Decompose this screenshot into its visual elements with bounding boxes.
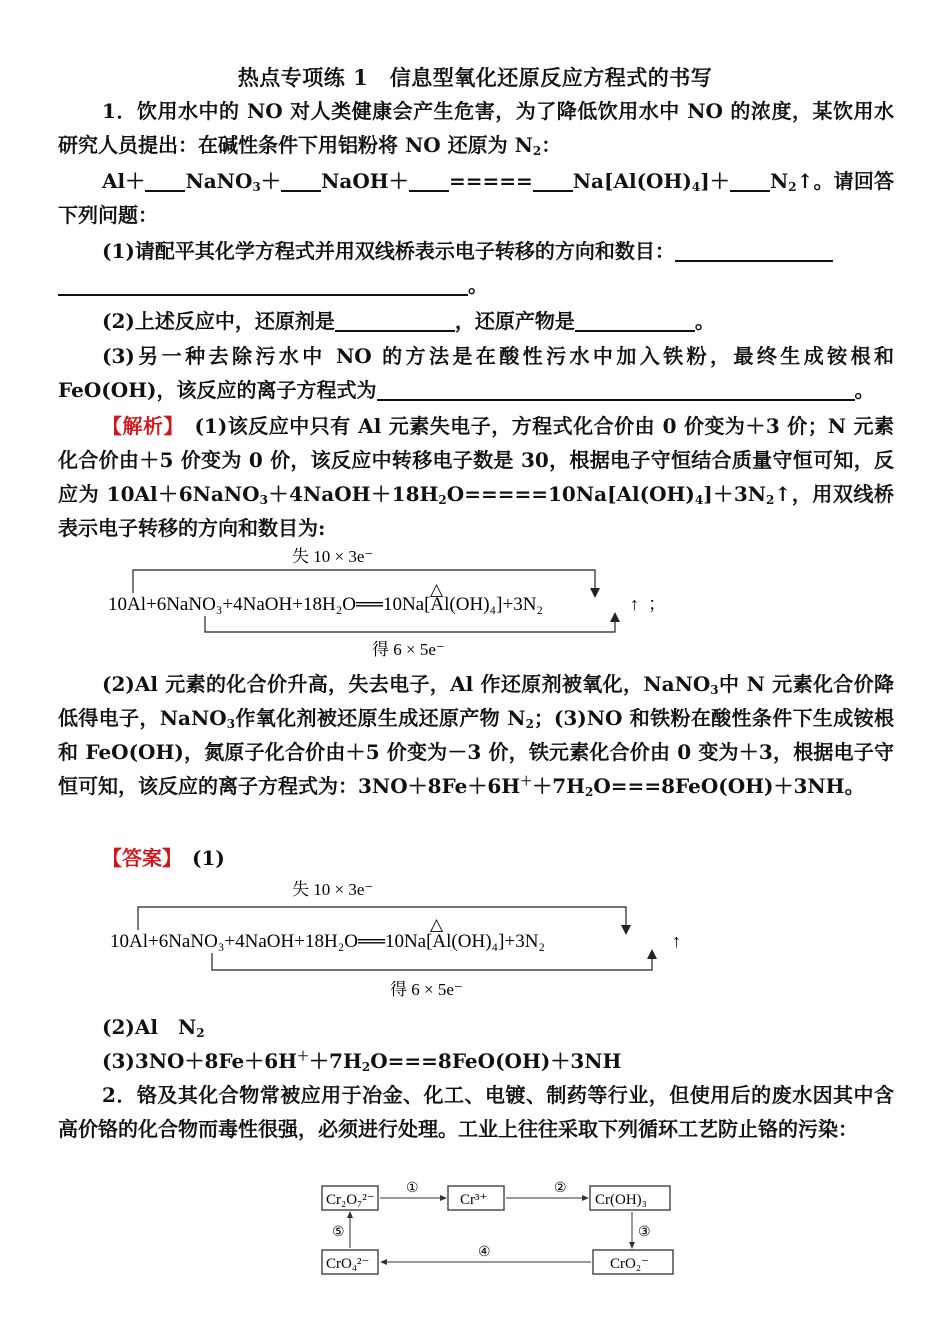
answer-tag: 【答案】 (102, 846, 172, 870)
svg-text:Cr³⁺: Cr³⁺ (460, 1192, 488, 1208)
blank[interactable] (145, 168, 185, 192)
svg-text:；: ； (648, 594, 666, 614)
blank[interactable] (281, 168, 321, 192)
svg-text:Cr(OH)₃: Cr(OH)₃ (595, 1192, 647, 1208)
lose-label: 失 10 × 3e⁻ (292, 547, 374, 566)
svg-text:④: ④ (478, 1245, 491, 1260)
question-1-part-3: (3)另一种去除污水中 NO 的方法是在酸性污水中加入铁粉，最终生成铵根和 FeO(OH)，该反应的离子方程式为 。 (58, 344, 894, 402)
chromium-cycle-diagram (310, 1176, 690, 1284)
answer-blank[interactable] (575, 308, 695, 332)
blank[interactable] (533, 168, 573, 192)
answer-part-3: $(3)3NO+8Fe+6H^++7H_2O===8FeO(OH)+3NH$ (102, 1049, 622, 1074)
svg-text:Cr₂O₇²⁻: Cr₂O₇²⁻ (326, 1192, 375, 1208)
blank[interactable] (409, 168, 449, 192)
electron-transfer-diagram (100, 540, 700, 665)
svg-text:②: ② (554, 1181, 567, 1196)
svg-text:CrO₂⁻: CrO₂⁻ (610, 1256, 649, 1272)
answer-electron-transfer-diagram (100, 873, 700, 1003)
page-title: 热点专项练 1 信息型氧化还原反应方程式的书写 (237, 65, 713, 90)
heat-symbol: △ (430, 580, 444, 599)
analysis-paragraph: 【解析】 (1)该反应中只有 Al 元素失电子，方程式化合价由 0 价变为＋3 价；N 元素化合价由＋5 价变为 0 价，该反应中转移电子数是 30，根据电子守恒结合质量守恒可知，反应为 $10Al+6NaNO_3+4NaOH+18H_2O=====10Na[Al(OH)_4]+3N_2↑$，用双线桥表示电子转移的方向和数目为: (58, 414, 894, 540)
balanced-equation: 10Al+6NaNO₃+4NaOH+18H₂O══10Na[Al(OH)₄]+3N₂ (108, 594, 544, 615)
question-1-part-2: (2)上述反应中，还原剂是 ，还原产物是 。 (102, 309, 715, 333)
gain-label: 得 6 × 5e⁻ (372, 640, 445, 659)
svg-text:③: ③ (638, 1225, 651, 1240)
gas-arrow: ↑ (672, 931, 681, 951)
answer-blank[interactable] (58, 272, 468, 296)
analysis-tag: 【解析】 (102, 414, 174, 438)
question-1-equation: Al＋ NaNO$_3$＋ NaOH＋ ===== $Na[Al(OH)_4]+$ $N_2↑$。请回答下列问题： (58, 169, 895, 227)
answer-part-2: (2)Al $N_2$ (102, 1015, 205, 1040)
heat-symbol: △ (430, 915, 444, 934)
lose-label: 失 10 × 3e⁻ (292, 880, 374, 899)
question-1-intro: 1．饮用水中的 NO 对人类健康会产生危害，为了降低饮用水中 NO 的浓度，某饮用水研究人员提出：在碱性条件下用铝粉将 NO 还原为 $N_2$： (58, 99, 894, 158)
answer-header: 【答案】 (1) (102, 846, 225, 870)
svg-text:CrO₄²⁻: CrO₄²⁻ (326, 1256, 370, 1272)
analysis-paragraph-2: (2)Al 元素的化合价升高，失去电子，Al 作还原剂被氧化，NaNO$_3$中 N 元素化合价降低得电子，NaNO$_3$作氧化剂被还原生成还原产物 $N_2$；(3)NO 和铁粉在酸性条件下生成铵根和 FeO(OH)，氮原子化合价由＋5 价变为－3 价，铁元素化合价由 0 变为＋3，根据电子守恒可知，该反应的离子方程式为：$3NO+8Fe+6H^++7H_2O===8FeO(OH)+3NH$。 (58, 672, 894, 799)
gain-label: 得 6 × 5e⁻ (390, 980, 463, 999)
question-1-part-1: (1)请配平其化学方程式并用双线桥表示电子转移的方向和数目： (58, 234, 894, 268)
answer-blank[interactable] (377, 377, 855, 401)
svg-text:①: ① (406, 1181, 419, 1196)
balanced-equation: 10Al+6NaNO₃+4NaOH+18H₂O══10Na[Al(OH)₄]+3N₂ (110, 931, 546, 952)
answer-blank[interactable] (675, 238, 833, 262)
question-1-part-1-cont: 。 (58, 268, 894, 302)
question-2-text: 2．铬及其化合物常被应用于冶金、化工、电镀、制药等行业，但使用后的废水因其中含高价铬的化合物而毒性很强，必须进行处理。工业上往往采取下列循环工艺防止铬的污染： (58, 1083, 894, 1141)
gas-arrow: ↑ (630, 594, 639, 614)
svg-text:⑤: ⑤ (332, 1225, 345, 1240)
blank[interactable] (730, 168, 770, 192)
q1-text: 1．饮用水中的 NO 对人类健康会产生危害，为了降低饮用水中 NO 的浓度，某饮用水研究人员提出：在碱性条件下用铝粉将 NO 还原为 N (58, 99, 894, 157)
answer-blank[interactable] (335, 308, 455, 332)
